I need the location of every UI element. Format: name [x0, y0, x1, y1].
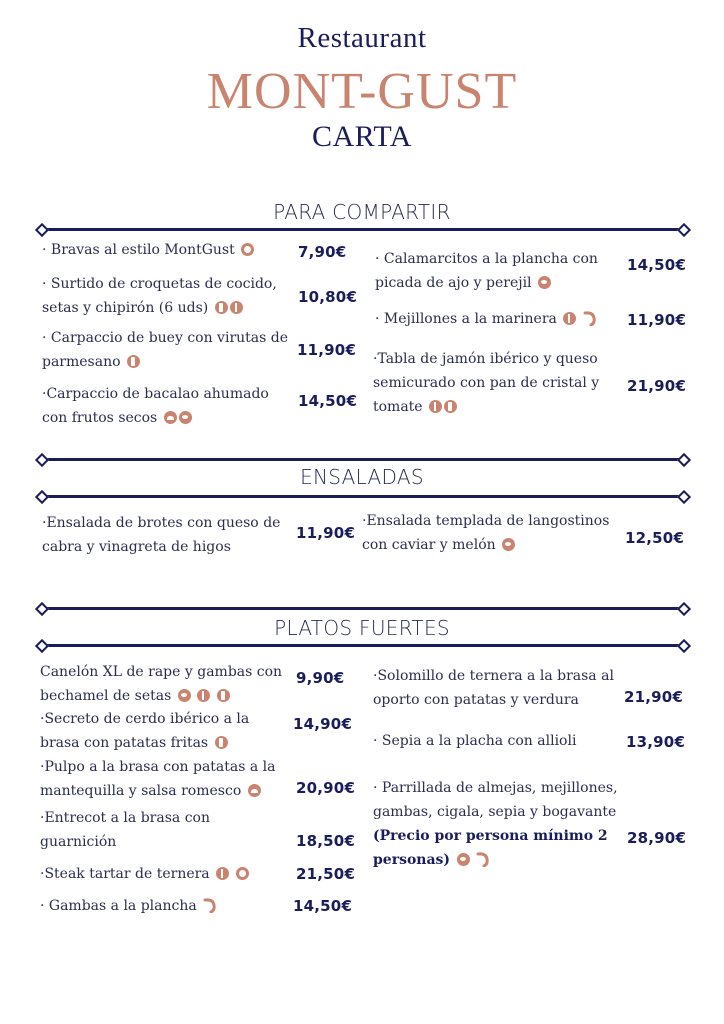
item-name: ·Pulpo a la brasa con patatas a la mantequilla y salsa romesco — [40, 759, 276, 799]
item-name: ·Carpaccio de bacalao ahumado con frutos secos — [42, 386, 269, 426]
item-name: ·Ensalada de brotes con queso de cabra y vinagreta de higos — [42, 515, 281, 555]
item-name: · Carpaccio de buey con virutas de parmesano — [42, 330, 289, 370]
shrimp-icon — [583, 310, 597, 326]
menu-item — [373, 347, 623, 419]
divider-rule — [40, 458, 686, 461]
item-name: · Surtido de croquetas de cocido, setas y chipirón (6 uds) — [42, 276, 277, 316]
item-price: 28,90€ — [627, 829, 687, 847]
nuts-icon — [248, 784, 261, 797]
item-price: 11,90€ — [296, 524, 356, 542]
gluten-icon — [230, 301, 243, 314]
item-name: Canelón XL de rape y gambas con bechamel de setas — [40, 664, 283, 704]
item-name: ·Entrecot a la brasa con guarnición — [40, 810, 210, 850]
fish-icon — [179, 411, 192, 424]
nuts-icon — [164, 411, 177, 424]
item-name: ·Ensalada templada de langostinos con caviar y melón — [362, 513, 610, 553]
menu-item — [42, 382, 292, 430]
menu-item — [42, 511, 300, 559]
gluten-icon — [197, 689, 210, 702]
milk-icon — [215, 301, 228, 314]
divider-rule — [40, 607, 686, 610]
menu-item — [40, 707, 290, 755]
item-price: 21,50€ — [296, 865, 356, 883]
fish-icon — [538, 276, 551, 289]
menu-item — [42, 272, 298, 320]
item-name: ·Solomillo de ternera a la brasa al oporto con patatas y verdura — [373, 668, 614, 708]
item-price: 21,90€ — [624, 688, 684, 706]
section-title-ensaladas: ENSALADAS — [300, 465, 424, 489]
menu-item — [42, 238, 292, 262]
shrimp-icon — [476, 851, 490, 867]
menu-item — [373, 729, 623, 753]
fish-icon — [178, 689, 191, 702]
section-title-para-compartir: PARA COMPARTIR — [273, 200, 451, 224]
menu-item — [40, 755, 298, 803]
item-price: 13,90€ — [626, 733, 686, 751]
item-name: ·Secreto de cerdo ibérico a la brasa con patatas fritas — [40, 711, 250, 751]
item-price: 12,50€ — [625, 529, 685, 547]
item-price: 7,90€ — [298, 243, 347, 261]
section-title-platos-fuertes: PLATOS FUERTES — [274, 616, 450, 640]
divider-rule — [40, 495, 686, 498]
milk-icon — [215, 736, 228, 749]
item-price: 10,80€ — [298, 288, 358, 306]
item-name: ·Steak tartar de ternera — [40, 866, 210, 882]
item-name: · Sepia a la placha con allioli — [373, 733, 577, 749]
item-price: 14,50€ — [293, 897, 353, 915]
gluten-icon — [429, 400, 442, 413]
item-price: 9,90€ — [296, 669, 345, 687]
restaurant-name: MONT-GUST — [206, 63, 518, 120]
menu-item — [40, 862, 290, 886]
gluten-icon — [216, 867, 229, 880]
menu-item — [40, 660, 290, 708]
divider-rule — [40, 228, 686, 231]
shrimp-icon — [203, 897, 217, 913]
menu-item — [40, 806, 270, 854]
milk-icon — [127, 355, 140, 368]
menu-item — [362, 509, 624, 557]
menu-item — [373, 664, 635, 712]
restaurant-label: Restaurant — [297, 22, 427, 54]
menu-item — [42, 326, 292, 374]
item-price: 18,50€ — [296, 832, 356, 850]
menu-item — [375, 247, 620, 295]
item-name: ·Tabla de jamón ibérico y queso semicurado con pan de cristal y tomate — [373, 351, 600, 415]
item-price: 11,90€ — [627, 311, 687, 329]
gluten-icon — [563, 312, 576, 325]
menu-item — [40, 894, 290, 918]
item-name: · Mejillones a la marinera — [375, 311, 557, 327]
fish-icon — [502, 538, 515, 551]
divider-rule — [40, 644, 686, 647]
item-price: 20,90€ — [296, 779, 356, 797]
item-price: 14,50€ — [627, 256, 687, 274]
item-name: · Calamarcitos a la plancha con picada de ajo y perejil — [375, 251, 598, 291]
menu-item — [375, 307, 625, 331]
item-price: 11,90€ — [297, 341, 357, 359]
menu-item — [373, 776, 633, 872]
fish-icon — [457, 853, 470, 866]
ring-icon — [241, 243, 254, 256]
item-name: · Bravas al estilo MontGust — [42, 242, 235, 258]
ring-icon — [236, 867, 249, 880]
menu-subtitle: CARTA — [312, 120, 412, 153]
item-name: · Parrillada de almejas, mejillones, gambas, cigala, sepia y bogavante — [373, 780, 618, 820]
item-name: · Gambas a la plancha — [40, 898, 197, 914]
item-price: 14,90€ — [293, 715, 353, 733]
milk-icon — [444, 400, 457, 413]
milk-icon — [217, 689, 230, 702]
item-note: (Precio por persona mínimo 2 personas) — [373, 828, 608, 868]
item-price: 21,90€ — [627, 377, 687, 395]
item-price: 14,50€ — [298, 392, 358, 410]
